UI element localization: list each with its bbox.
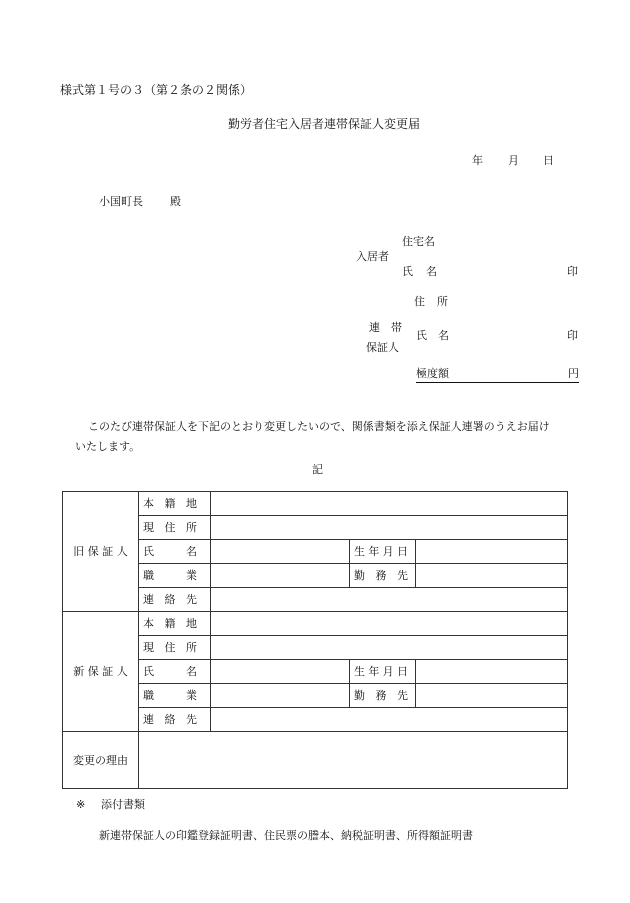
new-kinmusaki-label: 勤 務 先: [350, 684, 416, 708]
date-year: 年: [472, 154, 483, 167]
new-renrakusaki-label: 連 絡 先: [139, 708, 211, 732]
ki-label: 記: [312, 463, 323, 476]
old-renrakusaki-value[interactable]: [211, 588, 568, 612]
new-genjusho-value[interactable]: [211, 636, 568, 660]
table-row: [63, 708, 568, 732]
table-row: [63, 660, 568, 684]
old-shimei-value[interactable]: [211, 540, 350, 564]
guarantor-table: [62, 491, 568, 789]
old-genjusho-label: 現 住 所: [139, 516, 211, 540]
date-month: 月: [508, 154, 519, 167]
attachments-mark: ※: [76, 798, 86, 811]
reason-value[interactable]: [139, 732, 568, 789]
new-renrakusaki-value[interactable]: [211, 708, 568, 732]
reason-label: 変更の理由: [63, 732, 139, 789]
table-row: [63, 732, 568, 789]
date-day: 日: [543, 154, 554, 167]
addressee-name: 小国町長: [99, 195, 143, 208]
limit-amount-line: [416, 368, 579, 383]
tenant-seal: 印: [567, 265, 578, 278]
new-shimei-value[interactable]: [211, 660, 350, 684]
new-shokugyo-value[interactable]: [211, 684, 350, 708]
new-honseki-label: 本 籍 地: [139, 612, 211, 636]
guarantor-name-label-2: 名: [438, 329, 449, 342]
new-shokugyo-label: 職 業: [139, 684, 211, 708]
table-row: [63, 564, 568, 588]
table-row: [63, 516, 568, 540]
new-kinmusaki-value[interactable]: [416, 684, 568, 708]
guarantor-address-label-1: 住: [414, 295, 425, 308]
attachments-text: 新連帯保証人の印鑑登録証明書、住民票の謄本、納税証明書、所得額証明書: [99, 829, 473, 842]
page-title: 勤労者住宅入居者連帯保証人変更届: [228, 117, 421, 131]
old-genjusho-value[interactable]: [211, 516, 568, 540]
new-guarantor-category: 新 保 証 人: [63, 612, 139, 732]
old-kinmusaki-value[interactable]: [416, 564, 568, 588]
table-row: [63, 540, 568, 564]
old-renrakusaki-label: 連 絡 先: [139, 588, 211, 612]
house-name-label: 住宅名: [402, 235, 435, 248]
new-genjusho-label: 現 住 所: [139, 636, 211, 660]
old-shokugyo-value[interactable]: [211, 564, 350, 588]
new-birthdate-value[interactable]: [416, 660, 568, 684]
table-row: [63, 588, 568, 612]
new-honseki-value[interactable]: [211, 612, 568, 636]
old-kinmusaki-label: 勤 務 先: [350, 564, 416, 588]
addressee-honorific: 殿: [170, 195, 181, 208]
table-row: [63, 612, 568, 636]
tenant-name-label-2: 名: [426, 265, 437, 278]
old-birthdate-value[interactable]: [416, 540, 568, 564]
tenant-label: 入居者: [356, 250, 389, 263]
guarantor-seal: 印: [567, 329, 578, 342]
tenant-name-label-1: 氏: [402, 265, 413, 278]
old-honseki-label: 本 籍 地: [139, 492, 211, 516]
table-row: [63, 492, 568, 516]
guarantor-name-label-1: 氏: [416, 329, 427, 342]
limit-unit: 円: [568, 367, 579, 380]
old-shokugyo-label: 職 業: [139, 564, 211, 588]
guarantor-label-1: 連 帯: [369, 321, 402, 334]
limit-label: 極度額: [416, 367, 449, 380]
old-birthdate-label: 生 年 月 日: [350, 540, 416, 564]
guarantor-label-2: 保証人: [366, 341, 399, 354]
body-line-1: このたび連帯保証人を下記のとおり変更したいので、関係書類を添え保証人連署のうえお届け: [88, 420, 550, 433]
new-shimei-label: 氏 名: [139, 660, 211, 684]
form-number: 様式第１号の３（第２条の２関係）: [60, 83, 253, 97]
body-line-2: いたします。: [75, 440, 141, 453]
old-shimei-label: 氏 名: [139, 540, 211, 564]
old-honseki-value[interactable]: [211, 492, 568, 516]
guarantor-address-label-2: 所: [437, 295, 448, 308]
table-row: [63, 684, 568, 708]
attachments-label: 添付書類: [101, 798, 145, 811]
table-row: [63, 636, 568, 660]
old-guarantor-category: 旧 保 証 人: [63, 492, 139, 612]
new-birthdate-label: 生 年 月 日: [350, 660, 416, 684]
